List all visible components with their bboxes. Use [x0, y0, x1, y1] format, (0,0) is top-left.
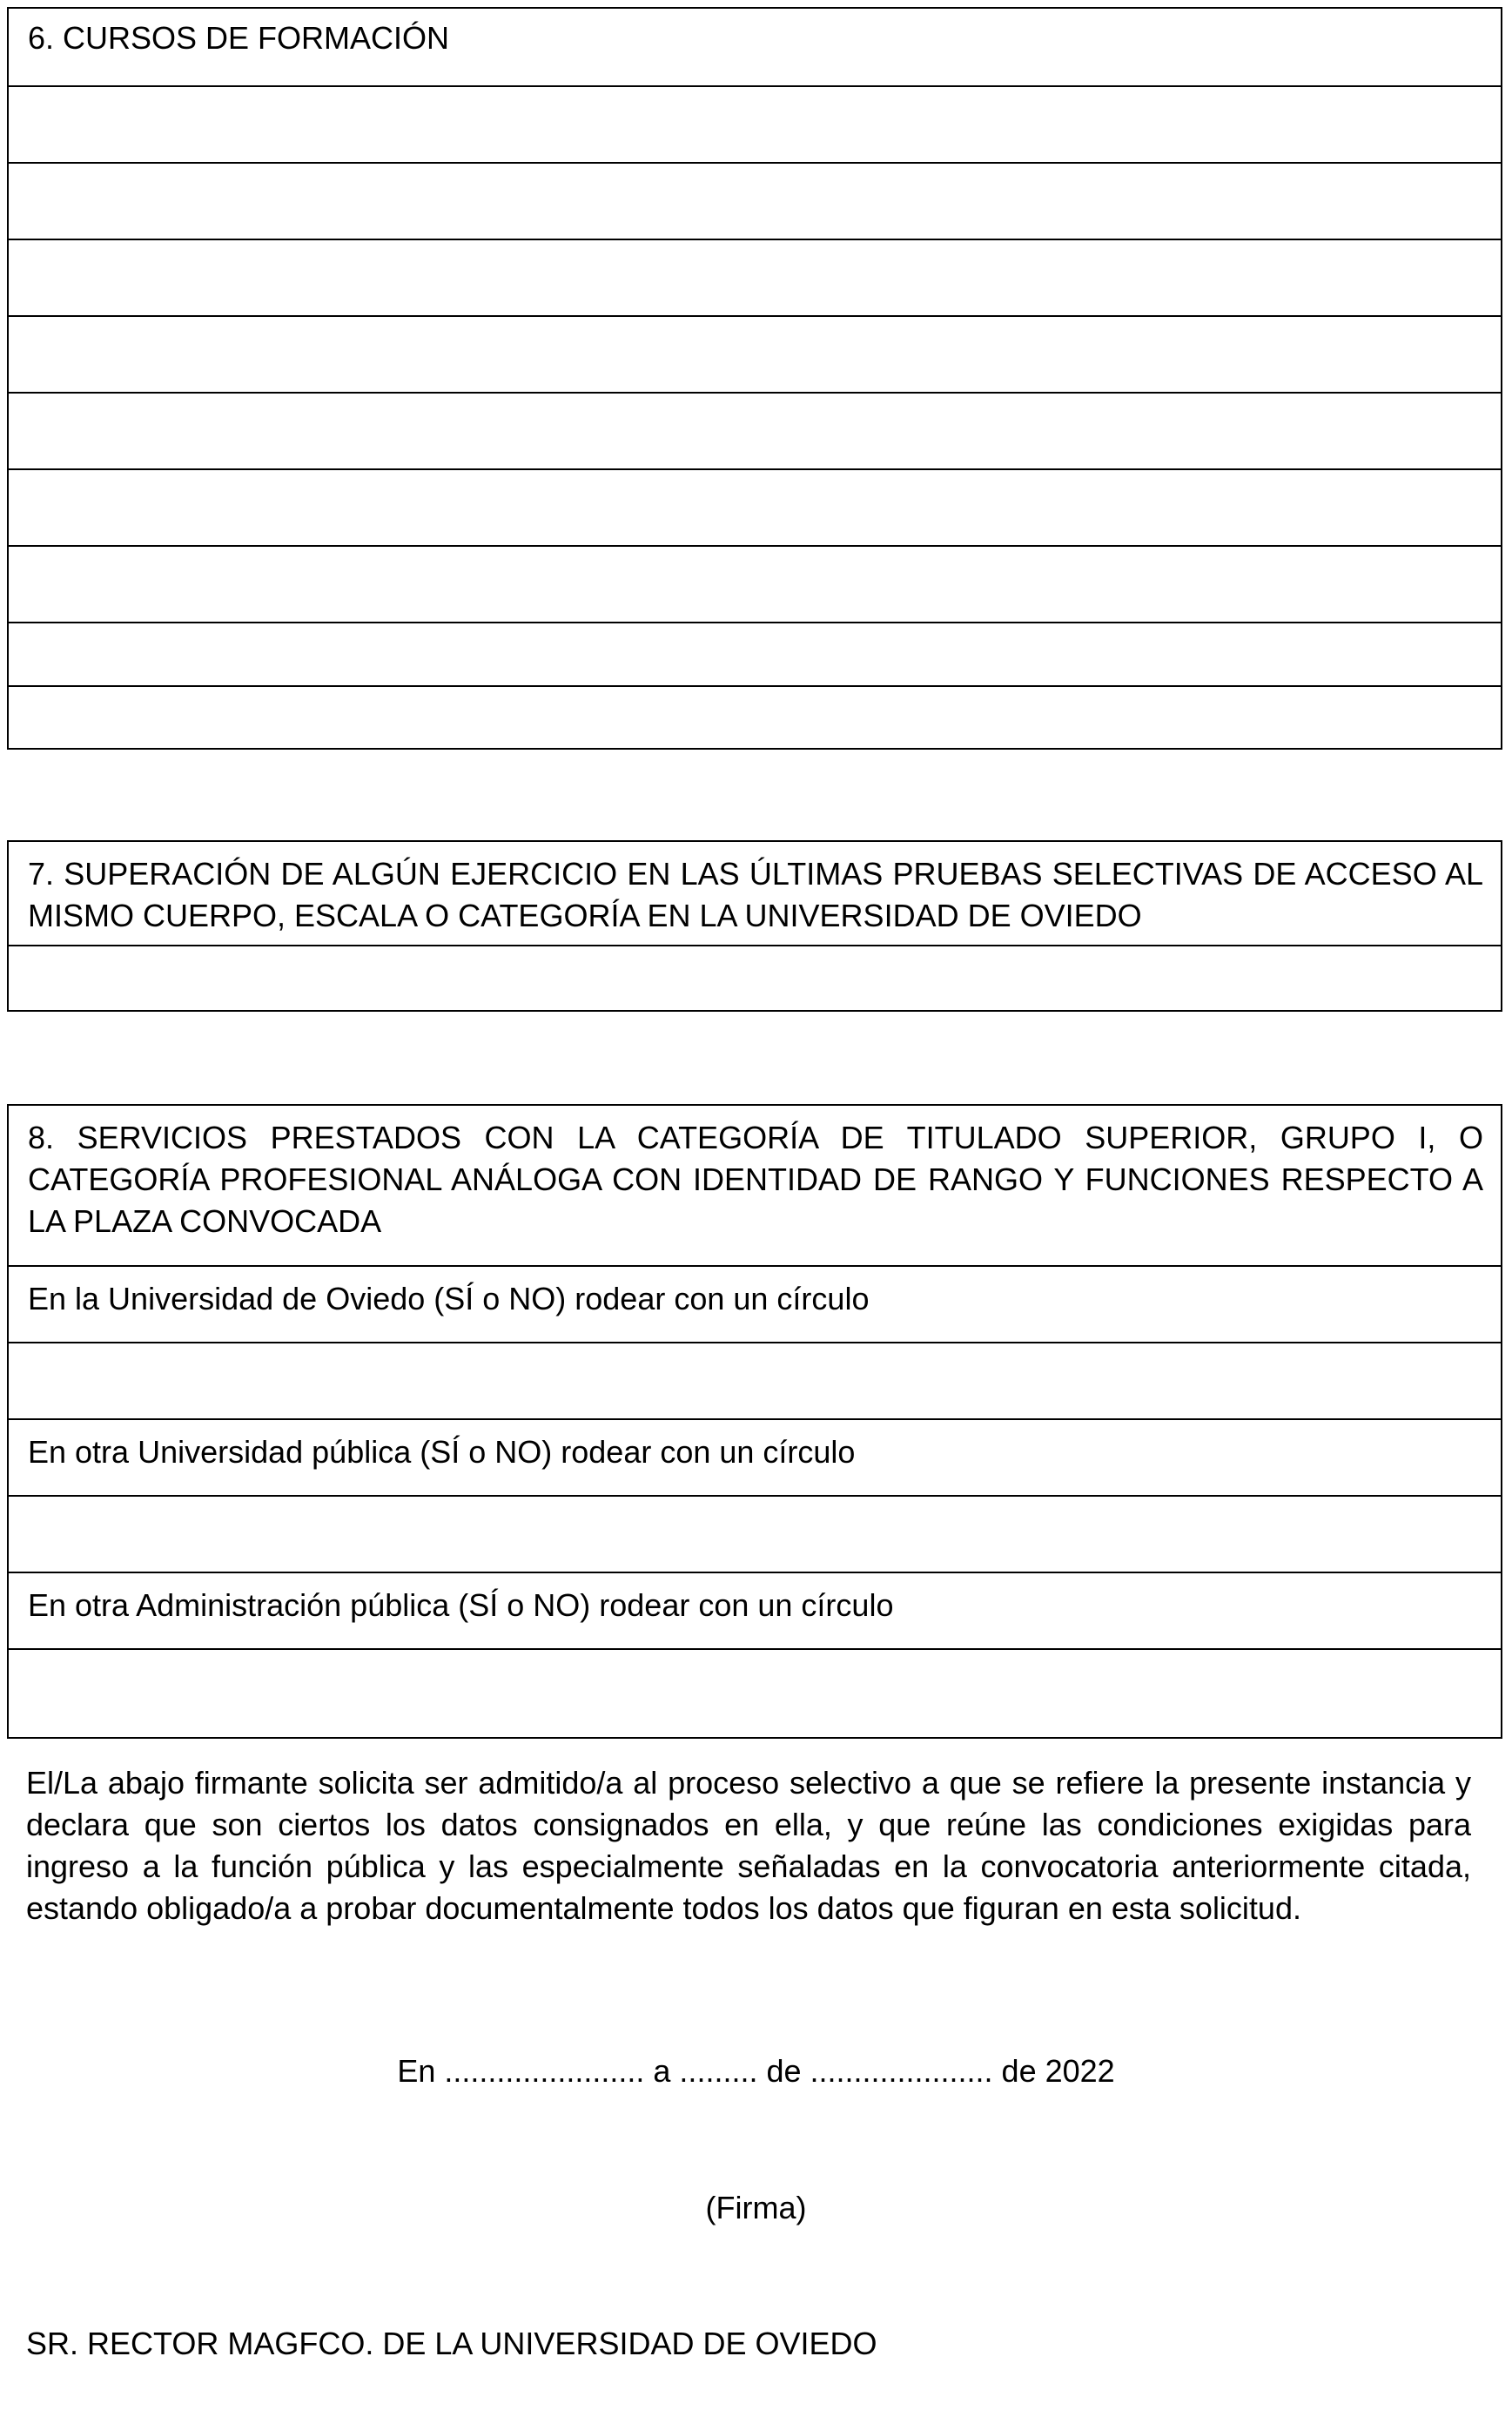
- section-7-answer-row[interactable]: [9, 945, 1501, 1012]
- section-8-other-administration-answer-row[interactable]: [9, 1648, 1501, 1737]
- other-university-question: En otra Universidad pública (SÍ o NO) rodear con un círculo: [28, 1434, 856, 1470]
- section-8-other-administration-row: [9, 1572, 1501, 1648]
- section-8-uniovi-row: [9, 1265, 1501, 1342]
- signature-label: (Firma): [705, 2190, 807, 2225]
- uniovi-question: En la Universidad de Oviedo (SÍ o NO) rodear con un círculo: [28, 1281, 870, 1316]
- section-8-header: [9, 1106, 1501, 1265]
- section-6-entry-row[interactable]: [9, 685, 1501, 748]
- section-6-entry-row[interactable]: [9, 545, 1501, 622]
- section-6-header: [9, 9, 1501, 85]
- section-8-uniovi-answer-row[interactable]: [9, 1342, 1501, 1418]
- section-8-other-university-row: [9, 1418, 1501, 1495]
- section-6-entry-row[interactable]: [9, 162, 1501, 239]
- section-8-table: [7, 1104, 1502, 1739]
- section-6-entry-row[interactable]: [9, 468, 1501, 545]
- section-7-header: [9, 842, 1501, 945]
- section-6-entry-row[interactable]: [9, 315, 1501, 392]
- section-6-title: 6. CURSOS DE FORMACIÓN: [28, 20, 450, 56]
- other-administration-question: En otra Administración pública (SÍ o NO) rodear con un círculo: [28, 1587, 894, 1623]
- section-8-title: 8. SERVICIOS PRESTADOS CON LA CATEGORÍA DE TITULADO SUPERIOR, GRUPO I, O CATEGORÍA PROFESIONAL ANÁLOGA CON IDENTIDAD DE RANGO Y FUNCIONES RESPECTO A LA PLAZA CONVOCADA: [28, 1120, 1483, 1239]
- section-6-table: [7, 7, 1502, 750]
- declaration-paragraph: El/La abajo firmante solicita ser admitido/a al proceso selectivo a que se refiere la presente instancia y declara que son ciertos los datos consignados en ella, y que reúne las condiciones exigidas para ingreso a la función pública y las especialmente señaladas en la convocatoria anteriormente citada, estando obligado/a a probar documentalmente todos los datos que figuran en esta solicitud.: [26, 1765, 1471, 1926]
- section-8-other-university-answer-row[interactable]: [9, 1495, 1501, 1572]
- section-7-table: [7, 840, 1502, 1012]
- date-line: En ....................... a ......... de ..................... de 2022: [397, 2053, 1115, 2089]
- section-6-entry-row[interactable]: [9, 239, 1501, 315]
- section-6-entry-row[interactable]: [9, 85, 1501, 162]
- section-7-title: 7. SUPERACIÓN DE ALGÚN EJERCICIO EN LAS ÚLTIMAS PRUEBAS SELECTIVAS DE ACCESO AL MISMO CUERPO, ESCALA O CATEGORÍA EN LA UNIVERSIDAD DE OVIEDO: [28, 856, 1483, 933]
- addressee: SR. RECTOR MAGFCO. DE LA UNIVERSIDAD DE OVIEDO: [26, 2326, 877, 2361]
- section-6-entry-row[interactable]: [9, 392, 1501, 468]
- section-6-entry-row[interactable]: [9, 622, 1501, 685]
